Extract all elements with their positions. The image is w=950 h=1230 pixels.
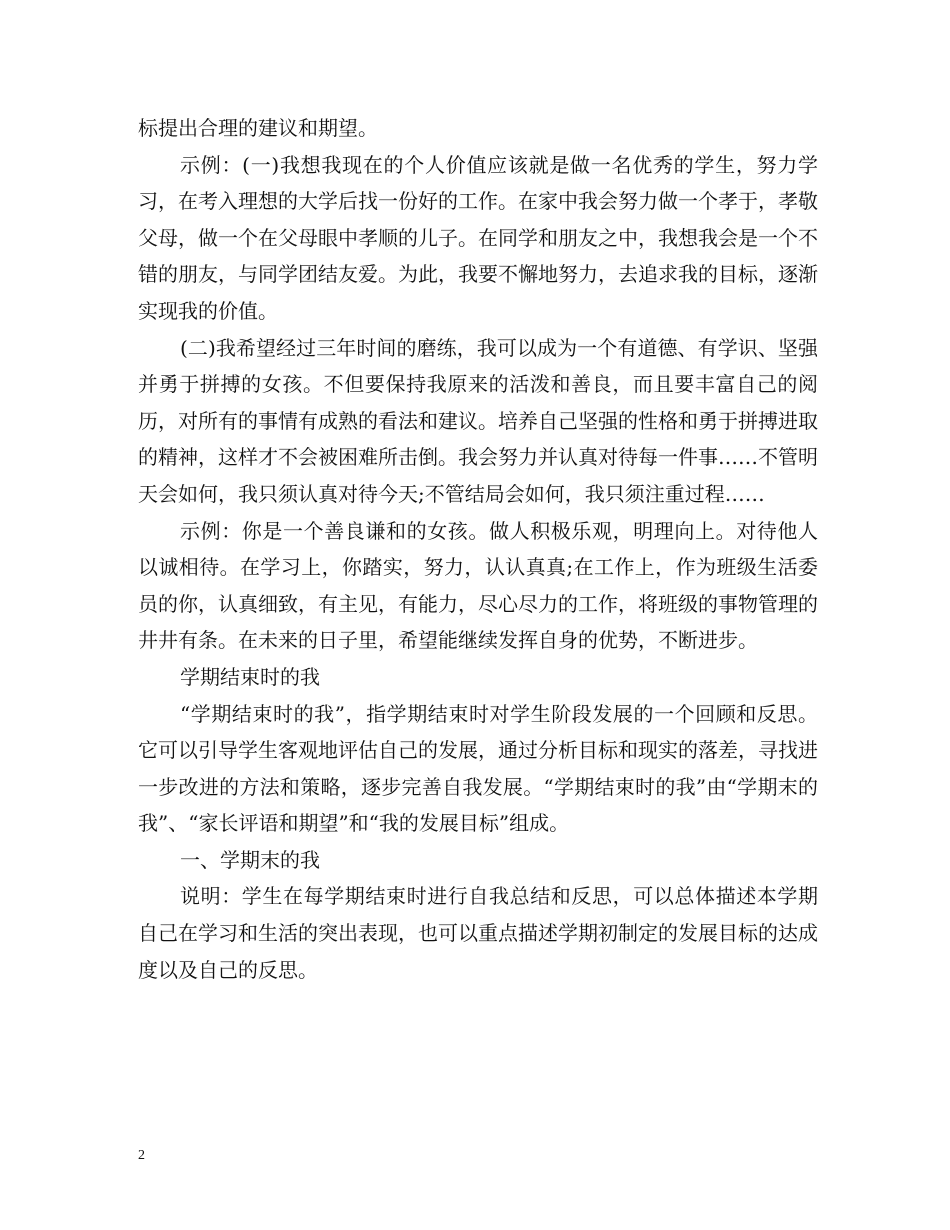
- paragraph-4: 示例：你是一个善良谦和的女孩。做人积极乐观，明理向上。对待他人以诚相待。在学习上，你踏实，努力，认认真真;在工作上，作为班级生活委员的你，认真细致，有主见，有能力，尽心尽力的工作，将班级的事物管理的井井有条。在未来的日子里，希望能继续发挥自身的优势，不断进步。: [138, 518, 818, 653]
- paragraph-3: (二)我希望经过三年时间的磨练，我可以成为一个有道德、有学识、坚强并勇于拼搏的女孩。不但要保持我原来的活泼和善良，而且要丰富自己的阅历，对所有的事情有成熟的看法和建议。培养自己坚强的性格和勇于拼搏进取的精神，这样才不会被困难所击倒。我会努力并认真对待每一件事……不管明天会如何，我只须认真对待今天;不管结局会如何，我只须注重过程……: [138, 335, 818, 506]
- section-heading-semester-end: 学期结束时的我: [180, 664, 320, 689]
- page-number: 2: [138, 1148, 145, 1163]
- paragraph-1: 标提出合理的建议和期望。: [138, 116, 378, 140]
- section-heading-semester-end-me: 一、学期末的我: [180, 847, 320, 872]
- paragraph-6: “学期结束时的我”，指学期结束时对学生阶段发展的一个回顾和反思。它可以引导学生客观地评估自己的发展，通过分析目标和现实的落差，寻找进一步改进的方法和策略，逐步完善自我发展。“学期结束时的我”由“学期末的我”、“家长评语和期望”和“我的发展目标”组成。: [138, 701, 818, 836]
- document-body: [138, 110, 818, 988]
- paragraph-8: 说明：学生在每学期结束时进行自我总结和反思，可以总体描述本学期自己在学习和生活的突出表现，也可以重点描述学期初制定的发展目标的达成度以及自己的反思。: [138, 884, 818, 982]
- paragraph-2: 示例：(一)我想我现在的个人价值应该就是做一名优秀的学生，努力学习，在考入理想的大学后找一份好的工作。在家中我会努力做一个孝于，孝敬父母，做一个在父母眼中孝顺的儿子。在同学和朋友之中，我想我会是一个不错的朋友，与同学团结友爱。为此，我要不懈地努力，去追求我的目标，逐渐实现我的价值。: [138, 152, 818, 323]
